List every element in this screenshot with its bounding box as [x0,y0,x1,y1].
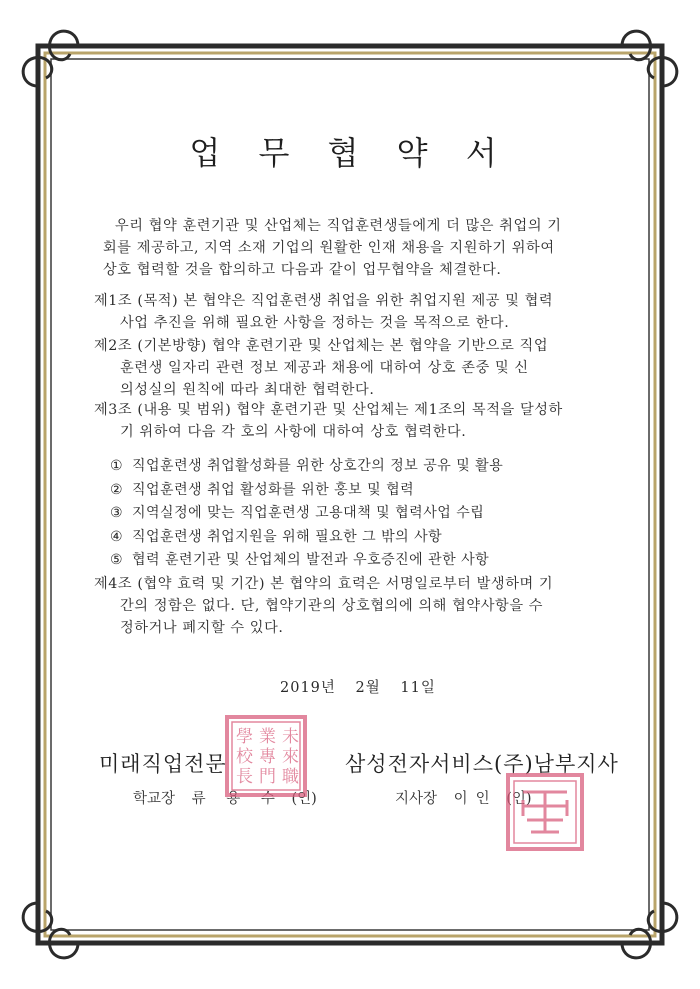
item-text: 직업훈련생 취업활성화를 위한 상호간의 정보 공유 및 활용 [132,458,504,474]
party-right-name: 이인 [453,791,498,807]
svg-text:學: 學 [236,727,253,747]
party-left-seal-mark: (인) [291,791,317,807]
party-right-org: 삼성전자서비스(주)남부지사 [345,752,619,776]
svg-text:業: 業 [259,727,276,747]
preamble-line: 회를 제공하고, 지역 소재 기업의 원활한 인재 채용을 지원하기 위하여 [103,240,555,256]
list-item [110,549,503,573]
svg-text:來: 來 [282,747,299,767]
preamble-line: 상호 협력할 것을 합의하고 다음과 같이 업무협약을 체결한다. [103,262,502,278]
date-day: 11일 [400,680,436,696]
item-number: ② [110,481,124,498]
article-heading-line: 제2조 (기본방향) 협약 훈련기관 및 산업체는 본 협약을 기반으로 직업 [94,338,549,354]
article-heading-line: 제1조 (목적) 본 협약은 직업훈련생 취업을 위한 취업지원 제공 및 협력 [94,293,554,309]
list-item [110,526,503,550]
item-text: 지역실정에 맞는 직업훈련생 고용대책 및 협력사업 수립 [132,505,485,521]
item-number: ⑤ [110,552,124,568]
preamble-line: 우리 협약 훈련기관 및 산업체는 직업훈련생들에게 더 많은 취업의 기 [115,218,562,234]
article-line: 기 위하여 다음 각 호의 사항에 대하여 상호 협력한다. [120,424,467,440]
svg-text:門: 門 [259,767,276,787]
list-item [110,479,503,503]
article-line: 정하거나 폐지할 수 있다. [120,620,284,636]
date-year: 2019년 [280,680,336,696]
item-text: 직업훈련생 취업지원을 위해 필요한 그 밖의 사항 [132,528,443,545]
list-item [110,455,503,479]
party-left-role: 학교장 [133,791,176,807]
party-right-seal-mark: (인) [506,791,532,807]
item-number: ① [110,458,124,474]
article-line: 의성실의 원칙에 따라 최대한 협력한다. [120,382,375,398]
item-text: 직업훈련생 취업 활성화를 위한 홍보 및 협력 [132,481,415,498]
article-heading-line: 제4조 (협약 효력 및 기간) 본 협약의 효력은 서명일로부터 발생하며 기 [94,576,554,592]
article-1 [94,290,553,334]
svg-text:長: 長 [236,767,253,787]
article-line: 훈련생 일자리 관련 정보 제공과 채용에 대하여 상호 존중 및 신 [120,360,529,376]
article-2 [94,335,548,401]
item-number: ④ [110,528,124,545]
article-3-items [110,455,503,573]
company-seal-stamp [505,772,585,852]
party-right-role: 지사장 [395,791,438,807]
party-left-name: 류 용 수 [191,791,283,807]
item-number: ③ [110,505,124,521]
signing-date [280,676,450,697]
date-month: 2월 [355,680,381,696]
svg-text:校: 校 [236,747,253,767]
school-seal-stamp [224,714,308,798]
document-title: 업 무 협 약 서 [189,134,511,172]
preamble [103,215,562,281]
svg-text:未: 未 [282,727,299,747]
svg-text:專: 專 [259,747,276,767]
item-text: 협력 훈련기관 및 산업체의 발전과 우호증진에 관한 사항 [132,552,490,568]
article-3 [94,399,563,443]
party-left-org: 미래직업전문 [99,752,227,776]
article-4 [94,573,553,639]
list-item [110,502,503,526]
svg-text:職: 職 [282,767,299,787]
article-heading-line: 제3조 (내용 및 범위) 협약 훈련기관 및 산업체는 제1조의 목적을 달성하 [94,402,563,418]
article-line: 간의 정함은 없다. 단, 협약기관의 상호협의에 의해 협약사항을 수 [120,598,544,614]
article-line: 사업 추진을 위해 필요한 사항을 정하는 것을 목적으로 한다. [120,315,510,331]
